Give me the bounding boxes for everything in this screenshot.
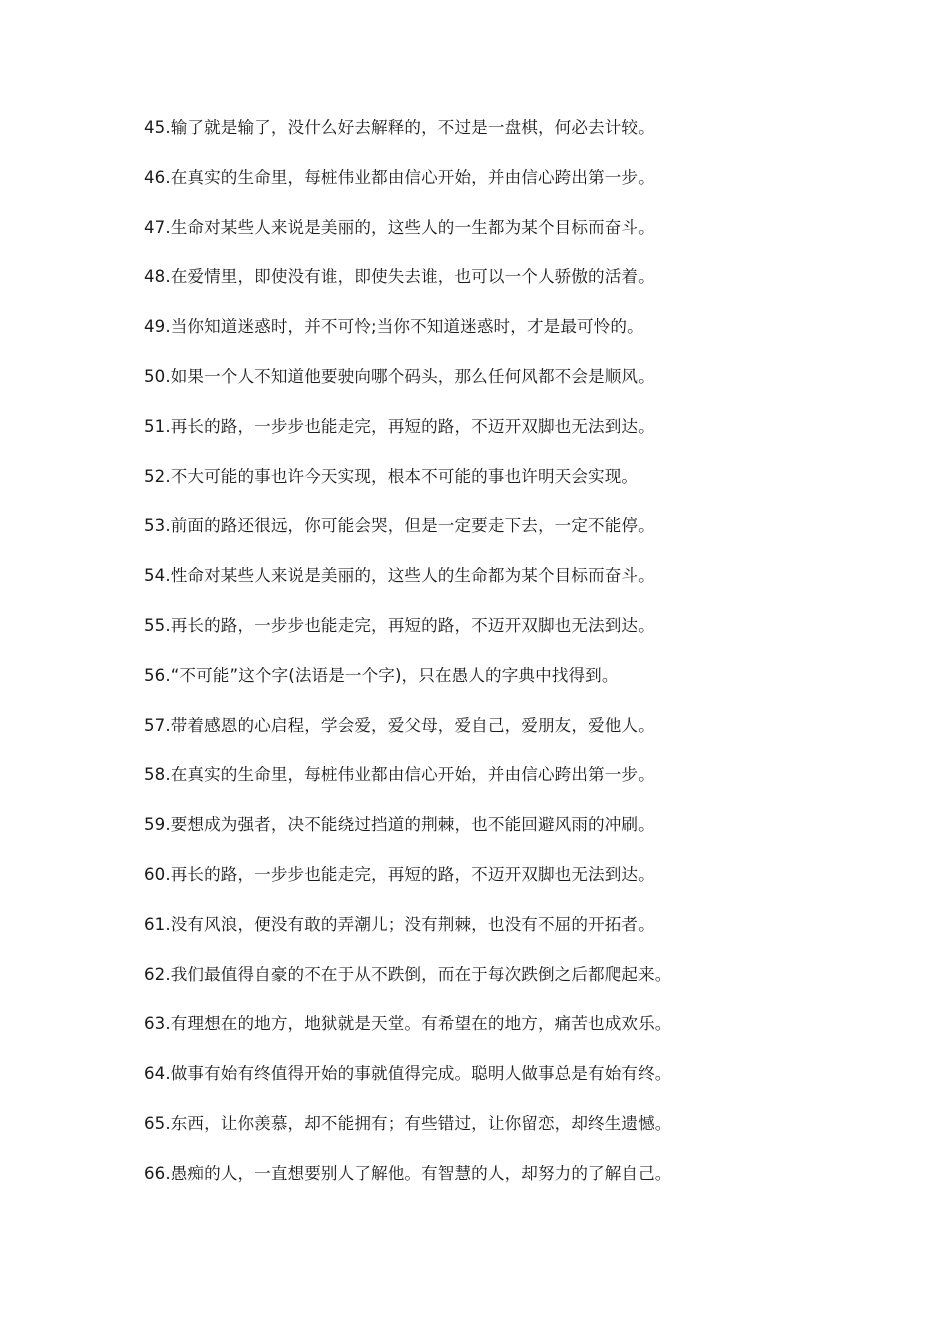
quote-line: 62.我们最值得自豪的不在于从不跌倒，而在于每次跌倒之后都爬起来。	[144, 964, 672, 984]
quote-line: 64.做事有始有终值得开始的事就值得完成。聪明人做事总是有始有终。	[144, 1064, 672, 1084]
quote-line: 65.东西，让你羡慕，却不能拥有；有些错过，让你留恋，却终生遗憾。	[144, 1113, 672, 1133]
quote-line: 48.在爱情里，即使没有谁，即使失去谁，也可以一个人骄傲的活着。	[144, 267, 655, 287]
quote-line: 47.生命对某些人来说是美丽的，这些人的一生都为某个目标而奋斗。	[144, 217, 655, 237]
quote-line: 45.输了就是输了，没什么好去解释的，不过是一盘棋，何必去计较。	[144, 118, 655, 137]
quote-line: 54.性命对某些人来说是美丽的，这些人的生命都为某个目标而奋斗。	[144, 566, 655, 586]
quote-line: 60.再长的路，一步步也能走完，再短的路，不迈开双脚也无法到达。	[144, 864, 655, 884]
quote-line: 66.愚痴的人，一直想要别人了解他。有智慧的人，却努力的了解自己。	[144, 1163, 672, 1183]
quote-line: 59.要想成为强者，决不能绕过挡道的荆棘，也不能回避风雨的冲刷。	[144, 815, 655, 835]
quote-line: 53.前面的路还很远，你可能会哭，但是一定要走下去，一定不能停。	[144, 516, 655, 536]
quote-line: 46.在真实的生命里，每桩伟业都由信心开始，并由信心跨出第一步。	[144, 167, 655, 187]
quote-line: 63.有理想在的地方，地狱就是天堂。有希望在的地方，痛苦也成欢乐。	[144, 1014, 672, 1034]
quote-line: 55.再长的路，一步步也能走完，再短的路，不迈开双脚也无法到达。	[144, 615, 655, 635]
quote-line: 50.如果一个人不知道他要驶向哪个码头，那么任何风都不会是顺风。	[144, 366, 655, 386]
quote-line: 51.再长的路，一步步也能走完，再短的路，不迈开双脚也无法到达。	[144, 416, 655, 436]
quote-line: 56.“不可能”这个字(法语是一个字)，只在愚人的字典中找得到。	[144, 665, 619, 685]
quote-line: 58.在真实的生命里，每桩伟业都由信心开始，并由信心跨出第一步。	[144, 765, 655, 785]
quote-list	[144, 115, 864, 1211]
quote-line: 57.带着感恩的心启程，学会爱，爱父母，爱自己，爱朋友，爱他人。	[144, 715, 655, 735]
quote-line: 49.当你知道迷惑时，并不可怜;当你不知道迷惑时，才是最可怜的。	[144, 317, 644, 337]
quote-line: 61.没有风浪，便没有敢的弄潮儿；没有荆棘，也没有不屈的开拓者。	[144, 914, 655, 934]
quote-line: 52.不大可能的事也许今天实现，根本不可能的事也许明天会实现。	[144, 466, 639, 486]
